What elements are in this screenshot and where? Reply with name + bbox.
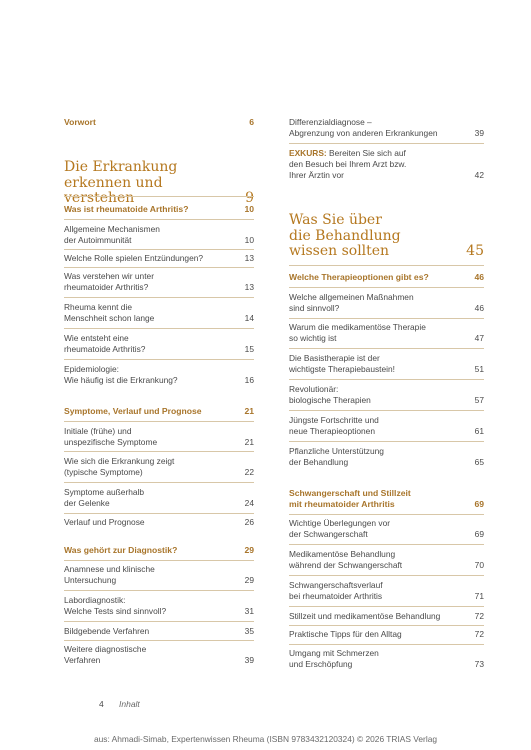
entry-line: rheumatoide Arthritis?: [64, 344, 146, 355]
entry-line: Was verstehen wir unter: [64, 271, 154, 281]
footer-page-number: 4: [99, 699, 104, 709]
entry-line: Symptome außerhalb: [64, 487, 145, 497]
entry-page: 13: [244, 253, 254, 263]
divider: [64, 482, 254, 483]
toc-entry[interactable]: [289, 549, 484, 571]
entry-line: der Gelenke: [64, 498, 110, 509]
entry-page: 71: [474, 591, 484, 602]
section-page: 21: [244, 406, 254, 416]
entry-page: 22: [244, 467, 254, 478]
section-page: 10: [244, 204, 254, 214]
toc-entry[interactable]: [289, 415, 484, 437]
entry-line: Die Basistherapie ist der: [289, 353, 380, 363]
divider: [64, 590, 254, 591]
entry-line: Stillzeit und medikamentöse Behandlung: [289, 611, 441, 621]
toc-entry[interactable]: [289, 580, 484, 602]
entry-line: so wichtig ist: [289, 333, 337, 344]
toc-section[interactable]: [64, 545, 254, 556]
divider: [64, 513, 254, 514]
chapter-title-line: wissen sollten: [289, 243, 390, 259]
divider: [289, 318, 484, 319]
entry-page: 73: [474, 659, 484, 670]
entry-page: 26: [244, 517, 254, 527]
divider: [64, 621, 254, 622]
entry-page: 65: [474, 457, 484, 468]
entry-line: Weitere diagnostische: [64, 644, 147, 654]
entry-page: 21: [244, 437, 254, 448]
entry-line: während der Schwangerschaft: [289, 560, 403, 571]
exkurs-line: den Besuch bei Ihrem Arzt bzw.: [289, 159, 407, 170]
divider: [64, 451, 254, 452]
divider: [289, 441, 484, 442]
toc-entry[interactable]: [289, 384, 484, 406]
divider: [289, 143, 484, 144]
entry-page: 51: [474, 364, 484, 375]
entry-line: Praktische Tipps für den Alltag: [289, 629, 402, 639]
entry-page: 13: [244, 282, 254, 293]
divider: [64, 249, 254, 250]
entry-line: neue Therapieoptionen: [289, 426, 375, 437]
section-title-line: Schwangerschaft und Stillzeit: [289, 488, 411, 498]
toc-entry[interactable]: [289, 518, 484, 540]
section-title: Symptome, Verlauf und Prognose: [64, 406, 202, 416]
toc-entry[interactable]: [289, 446, 484, 468]
toc-entry[interactable]: [64, 564, 254, 586]
entry-line: biologische Therapien: [289, 395, 371, 406]
entry-page: 39: [474, 128, 484, 139]
toc-entry[interactable]: [289, 611, 484, 622]
toc-entry[interactable]: [64, 487, 254, 509]
entry-line: der Autoimmunität: [64, 235, 132, 246]
entry-page: 16: [244, 375, 254, 386]
toc-section[interactable]: [64, 204, 254, 215]
entry-page: 35: [244, 626, 254, 636]
toc-entry[interactable]: [64, 224, 254, 246]
divider: [64, 640, 254, 641]
entry-line: Bildgebende Verfahren: [64, 626, 150, 636]
entry-line: Schwangerschaftsverlauf: [289, 580, 383, 590]
entry-line: Verfahren: [64, 655, 101, 666]
divider: [289, 644, 484, 645]
divider: [289, 514, 484, 515]
toc-entry[interactable]: [64, 456, 254, 478]
exkurs-label: EXKURS:: [289, 148, 327, 158]
toc-entry[interactable]: [289, 629, 484, 640]
entry-line: unspezifische Symptome: [64, 437, 158, 448]
entry-page: 70: [474, 560, 484, 571]
entry-line: Epidemiologie:: [64, 364, 119, 374]
entry-page: 72: [474, 611, 484, 621]
entry-page: 47: [474, 333, 484, 344]
section-title: Welche Therapieoptionen gibt es?: [289, 272, 429, 282]
entry-line: Wie sich die Erkrankung zeigt: [64, 456, 175, 466]
chapter-title-line: erkennen und verstehen: [64, 174, 163, 206]
toc-entry[interactable]: [289, 648, 484, 670]
divider: [64, 267, 254, 268]
divider: [289, 265, 484, 266]
entry-line: der Schwangerschaft: [289, 529, 368, 540]
entry-page: 72: [474, 629, 484, 639]
toc-entry[interactable]: [64, 426, 254, 448]
entry-page: 14: [244, 313, 254, 324]
chapter-title-line: Was Sie über: [289, 212, 382, 228]
entry-line: wichtigste Therapiebaustein!: [289, 364, 395, 375]
chapter-page: 45: [466, 243, 484, 259]
toc-entry[interactable]: [64, 271, 254, 293]
divider: [64, 196, 254, 197]
divider: [289, 410, 484, 411]
entry-line: Differenzialdiagnose –: [289, 117, 372, 127]
divider: [64, 297, 254, 298]
chapter-title-line: Die Erkrankung: [64, 159, 178, 175]
section-page: 29: [244, 545, 254, 555]
exkurs-line: [289, 148, 484, 159]
entry-line: Welche allgemeinen Maßnahmen: [289, 292, 414, 302]
entry-page: 69: [474, 529, 484, 540]
toc-chapter-2[interactable]: [289, 213, 484, 260]
toc-entry[interactable]: [289, 353, 484, 375]
toc-section[interactable]: [289, 272, 484, 283]
entry-line: Anamnese und klinische: [64, 564, 155, 574]
toc-entry[interactable]: [64, 302, 254, 324]
section-title: Was ist rheumatoide Arthritis?: [64, 204, 189, 214]
toc-exkurs[interactable]: [289, 148, 484, 182]
entry-page: 46: [474, 303, 484, 314]
divider: [64, 359, 254, 360]
section-title-line: mit rheumatoider Arthritis: [289, 499, 395, 510]
entry-line: Wie häufig ist die Erkrankung?: [64, 375, 178, 386]
entry-line: Abgrenzung von anderen Erkrankungen: [289, 128, 438, 139]
toc-entry[interactable]: [289, 292, 484, 314]
entry-line: Wie entsteht eine: [64, 333, 129, 343]
section-page: 46: [474, 272, 484, 282]
toc-entry[interactable]: [64, 626, 254, 637]
divider: [289, 544, 484, 545]
entry-line: Medikamentöse Behandlung: [289, 549, 396, 559]
exkurs-text: Bereiten Sie sich auf: [326, 148, 406, 158]
divider: [289, 379, 484, 380]
toc-chapter-1[interactable]: [64, 160, 254, 207]
entry-line: Welche Rolle spielen Entzündungen?: [64, 253, 204, 263]
entry-line: Rheuma kennt die: [64, 302, 132, 312]
entry-page: 61: [474, 426, 484, 437]
toc-entry[interactable]: [64, 253, 254, 264]
toc-section[interactable]: [64, 406, 254, 417]
entry-page: 39: [244, 655, 254, 666]
divider: [64, 219, 254, 220]
footer-label: Inhalt: [119, 699, 140, 709]
exkurs-line: Ihrer Ärztin vor: [289, 170, 344, 181]
chapter-page: 9: [245, 190, 254, 206]
entry-line: Warum die medikamentöse Therapie: [289, 322, 426, 332]
entry-line: Allgemeine Mechanismen: [64, 224, 160, 234]
divider: [289, 625, 484, 626]
entry-page: 15: [244, 344, 254, 355]
entry-line: Jüngste Fortschritte und: [289, 415, 379, 425]
entry-line: rheumatoider Arthritis?: [64, 282, 149, 293]
entry-line: Welche Tests sind sinnvoll?: [64, 606, 167, 617]
divider: [289, 348, 484, 349]
toc-entry[interactable]: [64, 517, 254, 528]
toc-entry[interactable]: [289, 117, 484, 139]
toc-entry-page: 6: [249, 117, 254, 127]
toc-entry[interactable]: [64, 644, 254, 666]
toc-entry[interactable]: [64, 364, 254, 386]
entry-line: Revolutionär:: [289, 384, 339, 394]
toc-entry-title: Vorwort: [64, 117, 96, 127]
entry-line: Menschheit schon lange: [64, 313, 155, 324]
divider: [289, 575, 484, 576]
entry-line: und Erschöpfung: [289, 659, 353, 670]
entry-line: Pflanzliche Unterstützung: [289, 446, 384, 456]
toc-section[interactable]: [289, 488, 484, 510]
entry-page: 29: [244, 575, 254, 586]
section-title: Was gehört zur Diagnostik?: [64, 545, 178, 555]
divider: [64, 560, 254, 561]
section-page: 69: [474, 499, 484, 510]
exkurs-page: 42: [474, 170, 484, 181]
toc-entry-vorwort[interactable]: [64, 117, 254, 128]
entry-line: Labordiagnostik:: [64, 595, 126, 605]
entry-line: bei rheumatoider Arthritis: [289, 591, 383, 602]
toc-entry[interactable]: [64, 595, 254, 617]
toc-entry[interactable]: [64, 333, 254, 355]
entry-line: (typische Symptome): [64, 467, 143, 478]
toc-entry[interactable]: [289, 322, 484, 344]
entry-line: Umgang mit Schmerzen: [289, 648, 379, 658]
entry-line: der Behandlung: [289, 457, 349, 468]
entry-line: Verlauf und Prognose: [64, 517, 145, 527]
entry-line: sind sinnvoll?: [289, 303, 340, 314]
entry-page: 31: [244, 606, 254, 617]
entry-page: 10: [244, 235, 254, 246]
entry-page: 24: [244, 498, 254, 509]
divider: [64, 328, 254, 329]
publisher-credit: aus: Ahmadi-Simab, Expertenwissen Rheuma (ISBN 9783432120324) © 2026 TRIAS Verlag: [93, 734, 438, 744]
divider: [289, 287, 484, 288]
entry-line: Initiale (frühe) und: [64, 426, 132, 436]
entry-line: Untersuchung: [64, 575, 117, 586]
divider: [289, 606, 484, 607]
entry-line: Wichtige Überlegungen vor: [289, 518, 391, 528]
divider: [64, 421, 254, 422]
chapter-title-line: die Behandlung: [289, 227, 401, 244]
entry-page: 57: [474, 395, 484, 406]
